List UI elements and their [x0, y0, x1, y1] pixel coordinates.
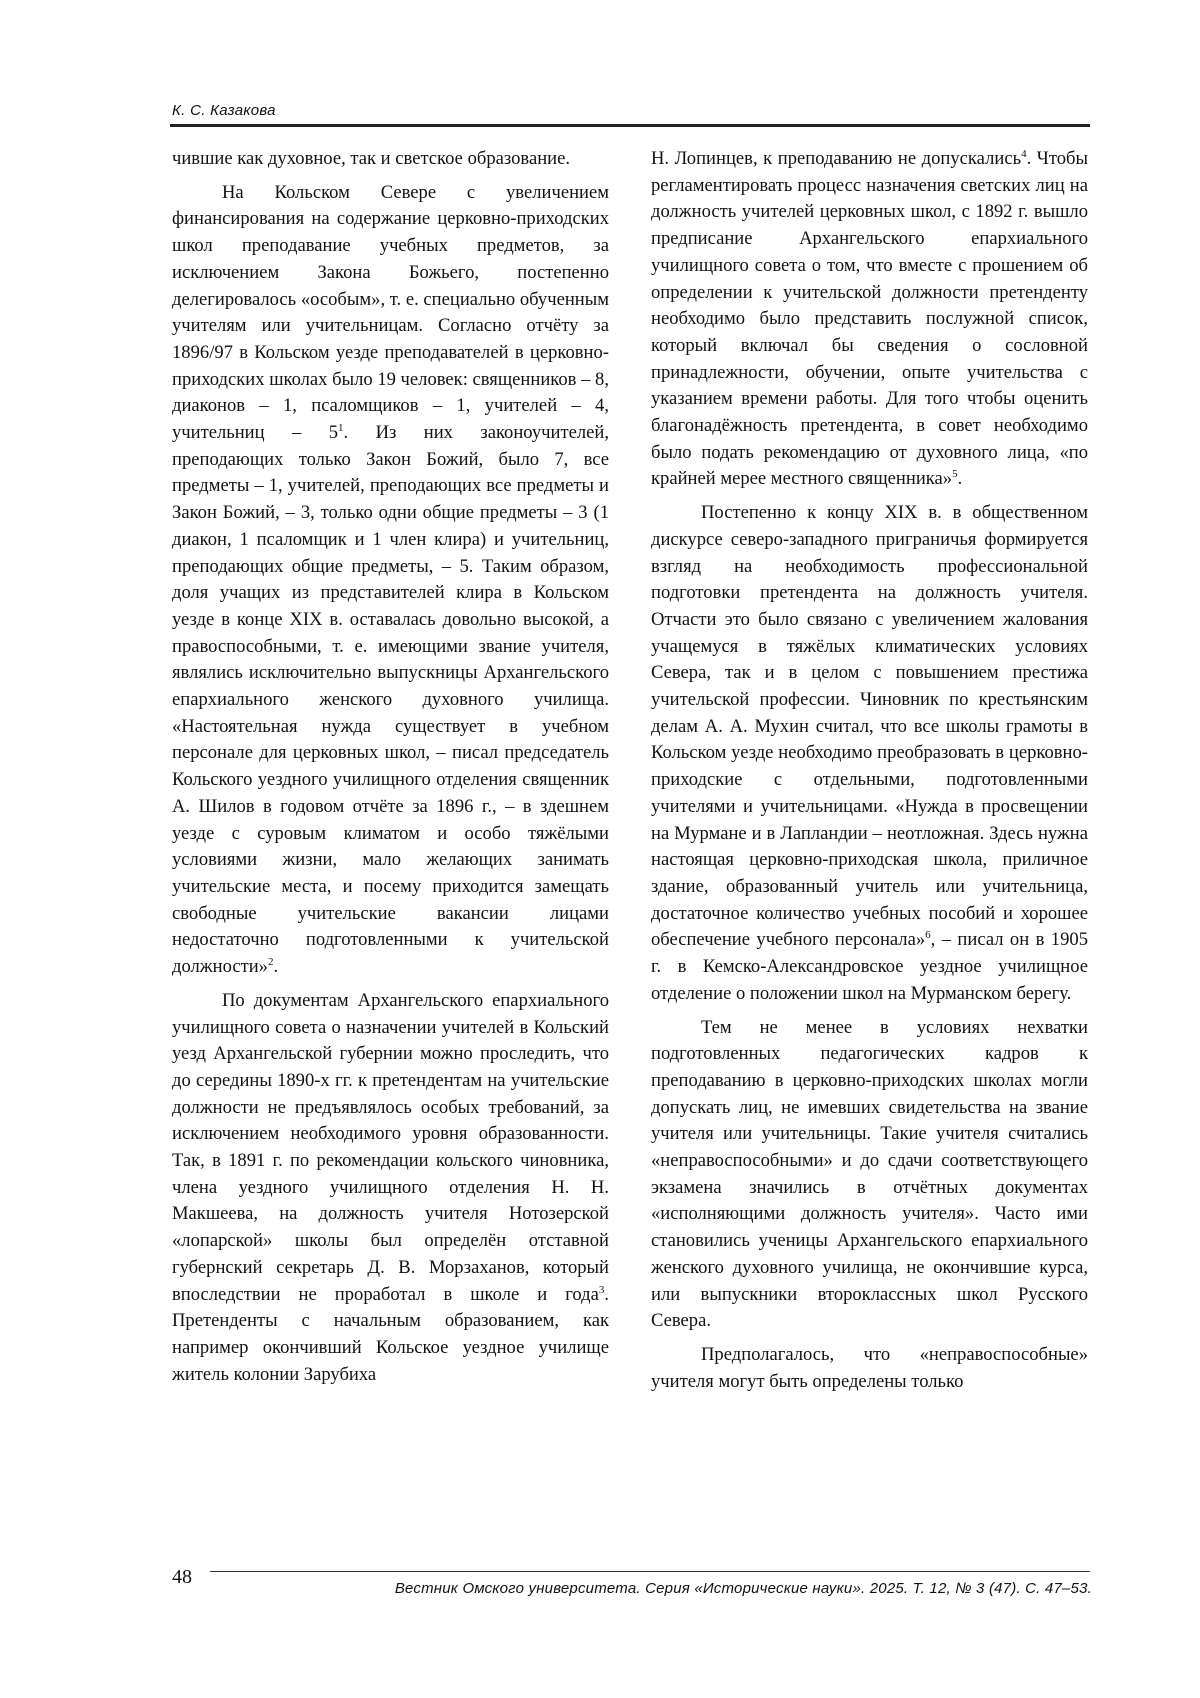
right-p3-text: Тем не менее в условиях нехватки подготовленных педагогических кадров к преподаванию в церковно-приходских школах могли допускать лиц, не имевших свидетельства на звание учителя или учительницы. Такие учителя считались «неправоспособными» и до сдачи соответствующего экзамена значились в отчётных документах «исполняющими должность учителя». Часто ими становились ученицы Архангельского епархиального женского духовного училища, не окончившие курса, или выпускники второклассных школ Русского Севера.	[651, 1016, 1088, 1332]
footnote-ref-6[interactable]: 6	[925, 929, 931, 942]
right-paragraph-4	[651, 1342, 1088, 1395]
left-column	[172, 146, 609, 1388]
right-p2-text-a: Постепенно к концу XIX в. в общественном дискурсе северо-западного приграничья формируется взгляд на необходимость профессиональной подготовки претендента на должность учителя. Отчасти это было связано с увеличением жалования учащемуся в тяжёлых климатических условиях Севера, так и в целом с повышением престижа учительской профессии. Чиновник по крестьянским делам А. А. Мухин считал, что все школы грамоты в Кольском уезде необходимо преобразовать в церковно-приходские с отдельными, подготовленными учителями и учительницами. «Нужда в просвещении на Мурмане и в Лапландии – неотложная. Здесь нужна настоящая церковно-приходская школа, приличное здание, образованный учитель или учительница, достаточное количество учебных пособий и хорошее обеспечение учебного персонала»	[651, 502, 1088, 951]
page-number: 48	[172, 1566, 192, 1588]
right-p1-text-a: Н. Лопинцев, к преподаванию не допускались	[651, 148, 1022, 169]
left-paragraph-2	[172, 180, 609, 981]
journal-citation: Вестник Омского университета. Серия «Исторические науки». 2025. Т. 12, № 3 (47). С. 47–53.	[394, 1580, 1092, 1597]
left-paragraph-1	[172, 146, 609, 173]
footnote-ref-3[interactable]: 3	[598, 1283, 605, 1296]
footnote-ref-4[interactable]: 4	[1021, 148, 1027, 160]
right-paragraph-3	[651, 1015, 1088, 1335]
left-p3-text-b: . Претенденты с начальным образованием, как например окончивший Кольское уездное училище житель колонии Зарубиха	[172, 1283, 609, 1385]
right-p1-text-b: . Чтобы регламентировать процесс назначения светских лиц на должность учителей церковных школ, с 1892 г. вышло предписание Архангельского епархиального училищного совета о том, что вместе с прошением об определении к учительской должности претенденту необходимо было представить послужной список, который включал бы сведения о сословной принадлежности, обучении, опыте учительства с указанием времени работы. Для того чтобы оценить благонадёжность претендента, в совет необходимо было подать рекомендацию от духовного лица, «по крайней мерее местного священника»	[651, 148, 1089, 490]
left-p2-text-c: .	[273, 956, 279, 978]
left-p2-text-a: На Кольском Севере с увеличением финансирования на содержание церковно-приходских школ преподавание учебных предметов, за исключением Закона Божьего, постепенно делегировалось «особым», т. е. специально обученным учителям или учительницам. Согласно отчёту за 1896/97 в Кольском уезде преподавателей в церковно-приходских школах было 19 человек: священников – 8, диаконов – 1, псаломщиков – 1, учителей – 4, учительниц – 5	[172, 181, 609, 444]
left-paragraph-3	[172, 988, 609, 1389]
footnote-ref-2[interactable]: 2	[267, 956, 274, 969]
footnote-ref-5[interactable]: 5	[952, 468, 958, 481]
right-p1-text-c: .	[957, 468, 963, 490]
left-p1-text: чившие как духовное, так и светское образование.	[172, 148, 570, 169]
right-paragraph-2	[651, 500, 1088, 1007]
header-rule	[170, 124, 1090, 127]
right-p4-text: Предполагалось, что «неправоспособные» учителя могут быть определены только	[651, 1343, 1088, 1392]
right-column	[651, 146, 1088, 1395]
left-p3-text-a: По документам Архангельского епархиального училищного совета о назначении учителей в Кольский уезд Архангельской губернии можно проследить, что до середины 1890-х гг. к претендентам на учительские должности не предъявлялось особых требований, за исключением необходимого уровня образованности. Так, в 1891 г. по рекомендации кольского чиновника, члена уездного училищного отделения Н. Н. Макшеева, на должность учителя Нотозерской «лопарской» школы был определён отставной губернский секретарь Д. В. Морзаханов, который впоследствии не проработал в школе и года	[172, 989, 609, 1305]
footnote-ref-1[interactable]: 1	[338, 422, 344, 435]
right-p2-text-b: , – писал он в 1905 г. в Кемско-Александровское уездное училищное отделение о положении школ на Мурманском берегу.	[651, 929, 1088, 1004]
footer-rule	[210, 1571, 1090, 1572]
right-paragraph-1	[651, 146, 1088, 493]
left-p2-text-b: . Из них законоучителей, преподающих только Закон Божий, было 7, все предметы – 1, учителей, преподающих все предметы и Закон Божий, – 3, только одни общие предметы – 3 (1 диакон, 1 псаломщик и 1 член клира) и учительниц, преподающих общие предметы, – 5. Таким образом, доля учащих из представителей клира в Кольском уезде в конце XIX в. оставалась довольно высокой, а правоспособными, т. е. имеющими звание учителя, являлись исключительно выпускницы Архангельского епархиального женского духовного училища. «Настоятельная нужда существует в учебном персонале для церковных школ, – писал председатель Кольского уездного училищного отделения священник А. Шилов в годовом отчёте за 1896 г., – в здешнем уезде с суровым климатом и особо тяжёлыми условиями жизни, мало желающих занимать учительские места, и посему приходится замещать свободные учительские вакансии лицами недостаточно подготовленными к учительской должности»	[172, 422, 609, 978]
running-header-author: К. С. Казакова	[172, 102, 276, 119]
